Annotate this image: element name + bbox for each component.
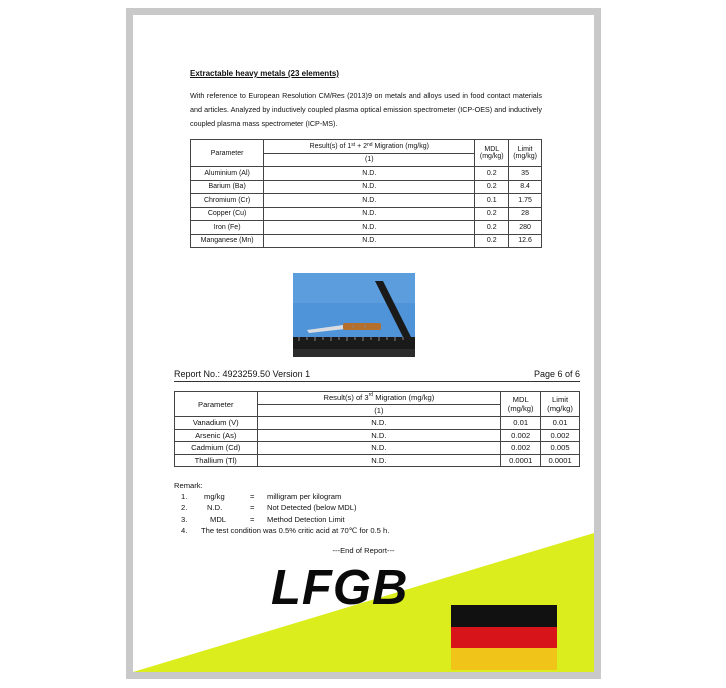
- cell-mdl: 0.002: [501, 429, 541, 442]
- remark-section: [174, 480, 390, 536]
- remark-def: Method Detection Limit: [267, 514, 345, 524]
- cell-param: Manganese (Mn): [191, 234, 264, 248]
- table-row: [191, 194, 542, 208]
- cell-limit: 0.0001: [541, 454, 580, 467]
- remark-term: mg/kg: [204, 492, 225, 502]
- remark-title: Remark:: [174, 481, 203, 490]
- cell-param: Arsenic (As): [175, 429, 258, 442]
- header-result-sub: (1): [264, 153, 475, 167]
- cell-result: N.D.: [264, 234, 475, 248]
- remark-eq: =: [250, 503, 255, 513]
- migration-table-2: [174, 391, 580, 467]
- cell-result: N.D.: [257, 429, 501, 442]
- report-line: [174, 369, 580, 382]
- cell-param: Cadmium (Cd): [175, 442, 258, 455]
- lfgb-logo: LFGB: [271, 561, 409, 615]
- cell-result: N.D.: [257, 454, 501, 467]
- germany-flag-icon: [451, 605, 557, 670]
- cell-mdl: 0.2: [475, 207, 509, 221]
- header-result: Result(s) of 1st + 2nd Migration (mg/kg): [264, 140, 475, 154]
- cell-param: Barium (Ba): [191, 180, 264, 194]
- header-parameter: Parameter: [191, 140, 264, 167]
- remark-note: [174, 525, 390, 536]
- cell-param: Iron (Fe): [191, 221, 264, 235]
- cell-param: Aluminium (Al): [191, 167, 264, 181]
- cell-mdl: 0.002: [501, 442, 541, 455]
- table-row: [191, 167, 542, 181]
- cell-limit: 28: [509, 207, 542, 221]
- knife-on-ruler-photo: [293, 273, 415, 357]
- header-mdl: MDL (mg/kg): [475, 140, 509, 167]
- cell-param: Vanadium (V): [175, 417, 258, 430]
- cell-result: N.D.: [264, 167, 475, 181]
- table-row: [191, 207, 542, 221]
- intro-paragraph: With reference to European Resolution CM/Res (2013)9 on metals and alloys used in food contact materials and articles. Analyzed by inductively coupled plasma optical emission spectrometer (ICP-OES) and inductively coupled plasma mass spectrometer (ICP-MS).: [190, 91, 542, 128]
- cell-limit: 280: [509, 221, 542, 235]
- remark-item: [174, 514, 345, 525]
- cell-result: N.D.: [257, 417, 501, 430]
- remark-eq: =: [250, 492, 255, 502]
- table-row: [175, 454, 580, 467]
- table-row: [191, 234, 542, 248]
- remark-term: MDL: [210, 514, 227, 524]
- cell-mdl: 0.0001: [501, 454, 541, 467]
- table-row: [175, 429, 580, 442]
- cell-param: Copper (Cu): [191, 207, 264, 221]
- header-parameter: Parameter: [175, 392, 258, 417]
- cell-limit: 0.002: [541, 429, 580, 442]
- header-result-sub: (1): [257, 404, 501, 417]
- document-frame: [126, 8, 601, 679]
- table-row: [191, 221, 542, 235]
- header-mdl: MDL (mg/kg): [501, 392, 541, 417]
- remark-note-text: The test condition was 0.5% critic acid at 70℃ for 0.5 h.: [201, 525, 390, 535]
- remark-num: 4.: [181, 525, 188, 535]
- table-row: [191, 180, 542, 194]
- section-heading: Extractable heavy metals (23 elements): [190, 69, 339, 78]
- cell-limit: 0.005: [541, 442, 580, 455]
- cell-result: N.D.: [264, 194, 475, 208]
- remark-item: [174, 502, 357, 513]
- cell-result: N.D.: [264, 180, 475, 194]
- document-page: [133, 15, 594, 672]
- cell-limit: 35: [509, 167, 542, 181]
- cell-limit: 8.4: [509, 180, 542, 194]
- table-row: [175, 417, 580, 430]
- page-number: Page 6 of 6: [533, 369, 580, 379]
- table-row: [175, 442, 580, 455]
- remark-num: 1.: [181, 492, 188, 502]
- remark-def: Not Detected (below MDL): [267, 503, 357, 513]
- remark-item: [174, 491, 342, 502]
- cell-result: N.D.: [264, 207, 475, 221]
- report-number: Report No.: 4923259.50 Version 1: [174, 369, 311, 379]
- cell-result: N.D.: [257, 442, 501, 455]
- table-header-row: [175, 392, 580, 405]
- cell-limit: 12.6: [509, 234, 542, 248]
- cell-limit: 0.01: [541, 417, 580, 430]
- header-limit: Limit (mg/kg): [541, 392, 580, 417]
- remark-num: 3.: [181, 514, 188, 524]
- cell-mdl: 0.01: [501, 417, 541, 430]
- header-result: Result(s) of 3rd Migration (mg/kg): [257, 392, 501, 405]
- remark-term: N.D.: [207, 503, 223, 513]
- cell-mdl: 0.2: [475, 221, 509, 235]
- remark-def: milligram per kilogram: [267, 492, 342, 502]
- cell-param: Thallium (Tl): [175, 454, 258, 467]
- cell-result: N.D.: [264, 221, 475, 235]
- cell-limit: 1.75: [509, 194, 542, 208]
- cell-mdl: 0.2: [475, 180, 509, 194]
- cell-mdl: 0.1: [475, 194, 509, 208]
- header-limit: Limit (mg/kg): [509, 140, 542, 167]
- migration-table-1: [190, 139, 542, 248]
- end-of-report: ---End of Report---: [332, 546, 395, 555]
- remark-num: 2.: [181, 503, 188, 513]
- table-header-row: [191, 140, 542, 154]
- cell-mdl: 0.2: [475, 234, 509, 248]
- cell-mdl: 0.2: [475, 167, 509, 181]
- remark-eq: =: [250, 514, 255, 524]
- cell-param: Chromium (Cr): [191, 194, 264, 208]
